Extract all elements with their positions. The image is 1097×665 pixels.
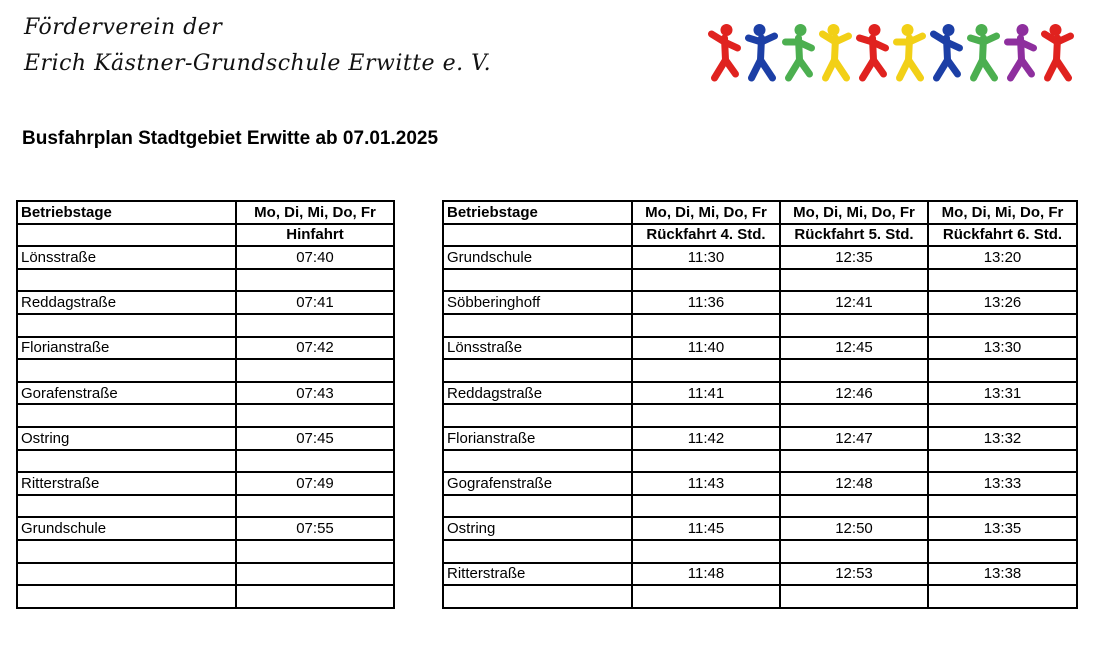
rueckfahrt-time-cell — [780, 269, 928, 292]
figure-icon — [934, 24, 960, 78]
rueckfahrt-time-cell — [632, 314, 780, 337]
rueckfahrt-stop-cell — [443, 269, 632, 292]
hinfahrt-time-cell — [236, 359, 394, 382]
rueckfahrt-time-cell: Mo, Di, Mi, Do, Fr — [632, 201, 780, 224]
rueckfahrt-time-cell: 11:30 — [632, 246, 780, 269]
dancing-children-logo-icon — [706, 20, 1076, 84]
rueckfahrt-time-cell: 11:42 — [632, 427, 780, 450]
rueckfahrt-time-cell: Mo, Di, Mi, Do, Fr — [928, 201, 1077, 224]
hinfahrt-time-cell: Hinfahrt — [236, 224, 394, 247]
rueckfahrt-stop-cell: Söbberinghoff — [443, 291, 632, 314]
hinfahrt-stop-cell: Reddagstraße — [17, 291, 236, 314]
hinfahrt-stop-cell — [17, 585, 236, 608]
rueckfahrt-time-cell: 12:53 — [780, 563, 928, 586]
hinfahrt-time-cell — [236, 450, 394, 473]
rueckfahrt-time-cell — [780, 359, 928, 382]
hinfahrt-time-cell: 07:40 — [236, 246, 394, 269]
hinfahrt-time-cell — [236, 585, 394, 608]
hinfahrt-header-row — [17, 224, 394, 247]
rueckfahrt-time-cell — [632, 404, 780, 427]
hinfahrt-time-cell: Mo, Di, Mi, Do, Fr — [236, 201, 394, 224]
page-title: Busfahrplan Stadtgebiet Erwitte ab 07.01.2025 — [22, 128, 439, 149]
hinfahrt-header-row — [17, 201, 394, 224]
rueckfahrt-stop-cell: Betriebstage — [443, 201, 632, 224]
hinfahrt-table-row — [17, 427, 394, 450]
hinfahrt-table-row — [17, 450, 394, 473]
rueckfahrt-time-cell — [928, 314, 1077, 337]
rueckfahrt-table-row — [443, 517, 1077, 540]
hinfahrt-table-row — [17, 269, 394, 292]
hinfahrt-time-cell: 07:43 — [236, 382, 394, 405]
org-name — [24, 10, 491, 82]
hinfahrt-stop-cell — [17, 314, 236, 337]
rueckfahrt-stop-cell — [443, 359, 632, 382]
rueckfahrt-time-cell: 12:35 — [780, 246, 928, 269]
hinfahrt-stop-cell: Betriebstage — [17, 201, 236, 224]
rueckfahrt-time-cell — [928, 404, 1077, 427]
hinfahrt-table-row — [17, 517, 394, 540]
rueckfahrt-stop-cell: Grundschule — [443, 246, 632, 269]
rueckfahrt-time-cell: 13:20 — [928, 246, 1077, 269]
rueckfahrt-table — [442, 200, 1078, 609]
hinfahrt-stop-cell — [17, 563, 236, 586]
figure-icon — [860, 24, 886, 78]
hinfahrt-table-row — [17, 359, 394, 382]
hinfahrt-table-row — [17, 314, 394, 337]
rueckfahrt-stop-cell: Gografenstraße — [443, 472, 632, 495]
hinfahrt-table-row — [17, 540, 394, 563]
rueckfahrt-time-cell: 11:43 — [632, 472, 780, 495]
rueckfahrt-header-row — [443, 224, 1077, 247]
figure-icon — [749, 24, 775, 78]
hinfahrt-stop-cell — [17, 495, 236, 518]
rueckfahrt-time-cell — [780, 540, 928, 563]
hinfahrt-table-row — [17, 382, 394, 405]
hinfahrt-time-cell — [236, 563, 394, 586]
hinfahrt-time-cell — [236, 314, 394, 337]
rueckfahrt-time-cell — [928, 585, 1077, 608]
rueckfahrt-time-cell: 11:36 — [632, 291, 780, 314]
hinfahrt-time-cell — [236, 269, 394, 292]
hinfahrt-stop-cell: Ostring — [17, 427, 236, 450]
hinfahrt-stop-cell — [17, 540, 236, 563]
rueckfahrt-table-row — [443, 382, 1077, 405]
rueckfahrt-time-cell — [780, 314, 928, 337]
hinfahrt-time-cell: 07:49 — [236, 472, 394, 495]
hinfahrt-stop-cell — [17, 404, 236, 427]
org-name-line1: Förderverein der — [24, 15, 223, 40]
rueckfahrt-table-row — [443, 495, 1077, 518]
rueckfahrt-time-cell — [928, 495, 1077, 518]
rueckfahrt-time-cell: 12:45 — [780, 337, 928, 360]
rueckfahrt-stop-cell — [443, 585, 632, 608]
rueckfahrt-time-cell: 11:45 — [632, 517, 780, 540]
hinfahrt-time-cell: 07:41 — [236, 291, 394, 314]
rueckfahrt-time-cell: 11:40 — [632, 337, 780, 360]
figure-icon — [823, 24, 849, 78]
hinfahrt-table-row — [17, 337, 394, 360]
rueckfahrt-table-row — [443, 246, 1077, 269]
rueckfahrt-time-cell — [928, 359, 1077, 382]
rueckfahrt-time-cell: 11:41 — [632, 382, 780, 405]
rueckfahrt-time-cell: 12:46 — [780, 382, 928, 405]
hinfahrt-stop-cell: Gorafenstraße — [17, 382, 236, 405]
rueckfahrt-table-row — [443, 359, 1077, 382]
hinfahrt-stop-cell — [17, 450, 236, 473]
figure-icon — [971, 24, 997, 78]
rueckfahrt-time-cell: 12:48 — [780, 472, 928, 495]
rueckfahrt-stop-cell — [443, 495, 632, 518]
rueckfahrt-time-cell: 13:26 — [928, 291, 1077, 314]
hinfahrt-table — [16, 200, 395, 609]
rueckfahrt-time-cell — [780, 495, 928, 518]
rueckfahrt-stop-cell — [443, 450, 632, 473]
rueckfahrt-time-cell — [928, 269, 1077, 292]
rueckfahrt-time-cell — [928, 450, 1077, 473]
rueckfahrt-table-row — [443, 314, 1077, 337]
rueckfahrt-table-row — [443, 585, 1077, 608]
rueckfahrt-time-cell — [632, 585, 780, 608]
hinfahrt-stop-cell: Florianstraße — [17, 337, 236, 360]
rueckfahrt-table-row — [443, 269, 1077, 292]
rueckfahrt-table-row — [443, 563, 1077, 586]
org-name-line2: Erich Kästner-Grundschule Erwitte e. V. — [24, 51, 492, 76]
rueckfahrt-table-row — [443, 291, 1077, 314]
rueckfahrt-stop-cell — [443, 540, 632, 563]
rueckfahrt-time-cell: 11:48 — [632, 563, 780, 586]
rueckfahrt-stop-cell: Reddagstraße — [443, 382, 632, 405]
rueckfahrt-stop-cell: Ostring — [443, 517, 632, 540]
rueckfahrt-time-cell — [632, 540, 780, 563]
rueckfahrt-time-cell — [928, 540, 1077, 563]
rueckfahrt-time-cell: 13:30 — [928, 337, 1077, 360]
rueckfahrt-time-cell: Rückfahrt 4. Std. — [632, 224, 780, 247]
rueckfahrt-time-cell: Mo, Di, Mi, Do, Fr — [780, 201, 928, 224]
hinfahrt-time-cell: 07:45 — [236, 427, 394, 450]
figure-icon — [1008, 24, 1034, 78]
rueckfahrt-time-cell — [632, 359, 780, 382]
rueckfahrt-time-cell: 13:35 — [928, 517, 1077, 540]
figure-icon — [712, 24, 738, 78]
rueckfahrt-table-row — [443, 337, 1077, 360]
rueckfahrt-table-row — [443, 450, 1077, 473]
hinfahrt-stop-cell — [17, 224, 236, 247]
rueckfahrt-time-cell — [780, 404, 928, 427]
hinfahrt-table-row — [17, 585, 394, 608]
hinfahrt-time-cell: 07:42 — [236, 337, 394, 360]
rueckfahrt-time-cell — [780, 585, 928, 608]
hinfahrt-time-cell: 07:55 — [236, 517, 394, 540]
rueckfahrt-time-cell: 12:50 — [780, 517, 928, 540]
rueckfahrt-stop-cell: Ritterstraße — [443, 563, 632, 586]
hinfahrt-stop-cell: Ritterstraße — [17, 472, 236, 495]
rueckfahrt-stop-cell: Lönsstraße — [443, 337, 632, 360]
rueckfahrt-time-cell: 13:32 — [928, 427, 1077, 450]
rueckfahrt-stop-cell: Florianstraße — [443, 427, 632, 450]
hinfahrt-time-cell — [236, 404, 394, 427]
rueckfahrt-table-row — [443, 540, 1077, 563]
rueckfahrt-time-cell — [632, 269, 780, 292]
rueckfahrt-time-cell — [632, 450, 780, 473]
hinfahrt-stop-cell: Lönsstraße — [17, 246, 236, 269]
rueckfahrt-time-cell: 13:31 — [928, 382, 1077, 405]
rueckfahrt-time-cell — [632, 495, 780, 518]
rueckfahrt-time-cell: Rückfahrt 5. Std. — [780, 224, 928, 247]
rueckfahrt-stop-cell — [443, 404, 632, 427]
hinfahrt-table-row — [17, 472, 394, 495]
hinfahrt-table-row — [17, 291, 394, 314]
rueckfahrt-table-row — [443, 427, 1077, 450]
rueckfahrt-stop-cell — [443, 224, 632, 247]
hinfahrt-time-cell — [236, 495, 394, 518]
rueckfahrt-time-cell: 12:47 — [780, 427, 928, 450]
figure-icon — [897, 24, 923, 78]
rueckfahrt-time-cell: Rückfahrt 6. Std. — [928, 224, 1077, 247]
hinfahrt-time-cell — [236, 540, 394, 563]
hinfahrt-table-row — [17, 563, 394, 586]
rueckfahrt-time-cell: 12:41 — [780, 291, 928, 314]
rueckfahrt-header-row — [443, 201, 1077, 224]
rueckfahrt-table-row — [443, 404, 1077, 427]
rueckfahrt-time-cell — [780, 450, 928, 473]
hinfahrt-table-row — [17, 404, 394, 427]
rueckfahrt-time-cell: 13:38 — [928, 563, 1077, 586]
hinfahrt-table-row — [17, 246, 394, 269]
hinfahrt-stop-cell — [17, 269, 236, 292]
hinfahrt-stop-cell: Grundschule — [17, 517, 236, 540]
rueckfahrt-time-cell: 13:33 — [928, 472, 1077, 495]
hinfahrt-stop-cell — [17, 359, 236, 382]
rueckfahrt-stop-cell — [443, 314, 632, 337]
hinfahrt-table-row — [17, 495, 394, 518]
figure-icon — [1045, 24, 1071, 78]
figure-icon — [786, 24, 812, 78]
rueckfahrt-table-row — [443, 472, 1077, 495]
